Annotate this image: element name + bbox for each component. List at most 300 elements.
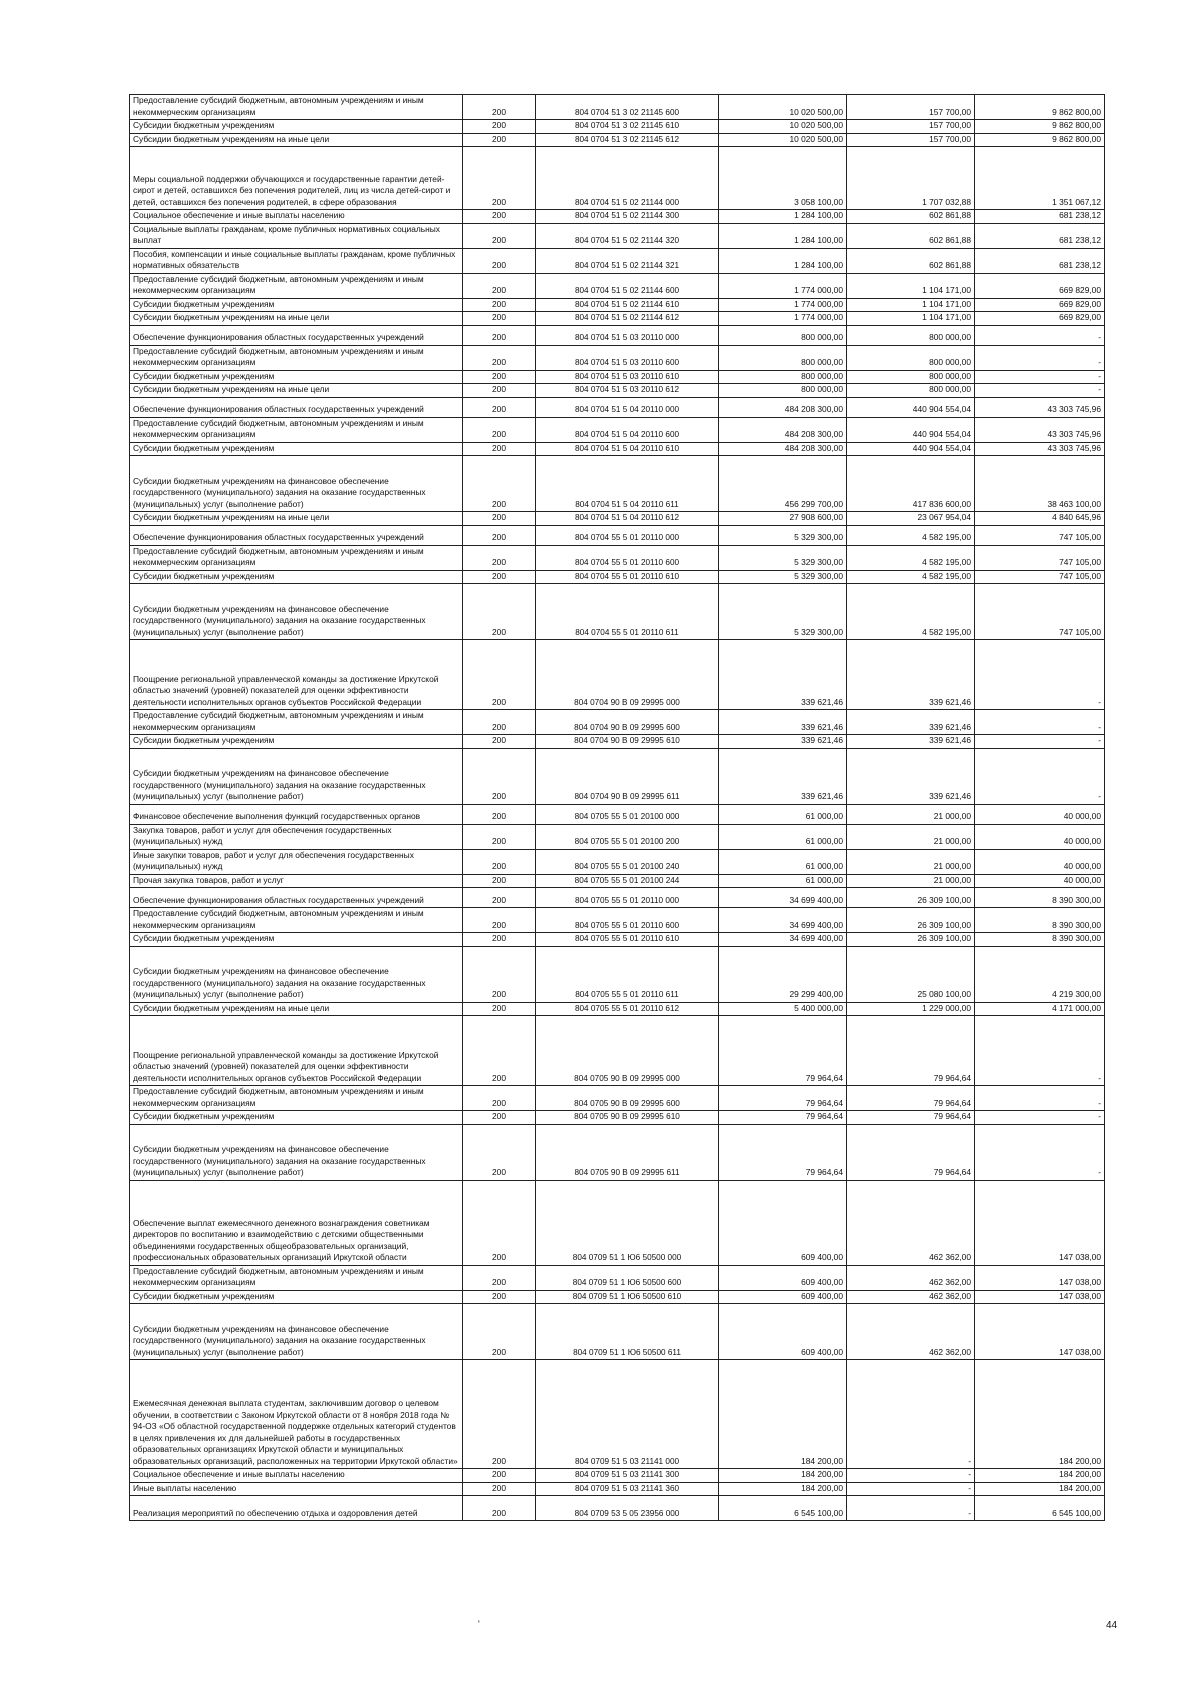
row-code: 200 <box>463 849 536 874</box>
table-row <box>130 345 1105 370</box>
row-csr: 804 0705 55 5 01 20110 610 <box>536 933 719 947</box>
row-plan: 5 329 300,00 <box>719 570 847 584</box>
row-code: 200 <box>463 525 536 545</box>
row-rest: 9 862 800,00 <box>975 133 1105 147</box>
row-fact: 25 080 100,00 <box>847 946 975 1002</box>
row-rest: 4 171 000,00 <box>975 1002 1105 1016</box>
row-fact: 417 836 600,00 <box>847 456 975 512</box>
row-name: Субсидии бюджетным учреждениям <box>130 570 463 584</box>
row-fact: 800 000,00 <box>847 345 975 370</box>
row-rest: 184 200,00 <box>975 1469 1105 1483</box>
row-rest: 147 038,00 <box>975 1290 1105 1304</box>
row-fact: 4 582 195,00 <box>847 570 975 584</box>
table-row <box>130 456 1105 512</box>
row-fact: 1 104 171,00 <box>847 312 975 326</box>
table-row <box>130 570 1105 584</box>
row-fact: 26 309 100,00 <box>847 933 975 947</box>
row-fact: 462 362,00 <box>847 1180 975 1265</box>
row-rest: 184 200,00 <box>975 1360 1105 1469</box>
row-csr: 804 0705 55 5 01 20100 200 <box>536 824 719 849</box>
row-code: 200 <box>463 325 536 345</box>
table-row <box>130 1111 1105 1125</box>
row-csr: 804 0704 51 5 02 21144 300 <box>536 210 719 224</box>
budget-table-body <box>130 95 1105 1521</box>
row-code: 200 <box>463 1002 536 1016</box>
row-code: 200 <box>463 1482 536 1496</box>
row-csr: 804 0704 51 5 02 21144 000 <box>536 147 719 210</box>
row-rest: 681 238,12 <box>975 223 1105 248</box>
row-code: 200 <box>463 442 536 456</box>
row-csr: 804 0704 51 5 02 21144 612 <box>536 312 719 326</box>
row-plan: 609 400,00 <box>719 1304 847 1360</box>
row-fact: 462 362,00 <box>847 1290 975 1304</box>
row-name: Субсидии бюджетным учреждениям <box>130 370 463 384</box>
row-plan: 34 699 400,00 <box>719 908 847 933</box>
row-name: Реализация мероприятий по обеспечению отдыха и оздоровления детей <box>130 1496 463 1521</box>
row-name: Субсидии бюджетным учреждениям на иные цели <box>130 133 463 147</box>
table-row <box>130 1360 1105 1469</box>
row-name: Обеспечение выплат ежемесячного денежного вознаграждения советникам директоров по воспитанию и взаимодействию с детскими общественными объединениями государственных общеобразовательных организаций, профессиональных образовательных организаций Иркутской области <box>130 1180 463 1265</box>
row-csr: 804 0704 51 3 02 21145 600 <box>536 95 719 120</box>
row-name: Предоставление субсидий бюджетным, автономным учреждениям и иным некоммерческим организациям <box>130 273 463 298</box>
row-name: Предоставление субсидий бюджетным, автономным учреждениям и иным некоммерческим организациям <box>130 345 463 370</box>
row-name: Субсидии бюджетным учреждениям на иные цели <box>130 512 463 526</box>
row-name: Предоставление субсидий бюджетным, автономным учреждениям и иным некоммерческим организациям <box>130 710 463 735</box>
row-rest: - <box>975 1086 1105 1111</box>
row-csr: 804 0704 51 5 04 20110 612 <box>536 512 719 526</box>
row-rest: 43 303 745,96 <box>975 417 1105 442</box>
row-plan: 184 200,00 <box>719 1482 847 1496</box>
row-plan: 34 699 400,00 <box>719 933 847 947</box>
table-row <box>130 223 1105 248</box>
row-name: Субсидии бюджетным учреждениям на финансовое обеспечение государственного (муниципального) задания на оказание государственных (муниципальных) услуг (выполнение работ) <box>130 748 463 804</box>
row-rest: 9 862 800,00 <box>975 95 1105 120</box>
row-fact: 440 904 554,04 <box>847 397 975 417</box>
row-plan: 6 545 100,00 <box>719 1496 847 1521</box>
row-plan: 5 329 300,00 <box>719 525 847 545</box>
row-code: 200 <box>463 384 536 398</box>
row-csr: 804 0704 51 5 03 20110 610 <box>536 370 719 384</box>
row-rest: 669 829,00 <box>975 298 1105 312</box>
row-rest: - <box>975 748 1105 804</box>
row-rest: 8 390 300,00 <box>975 888 1105 908</box>
row-rest: 40 000,00 <box>975 804 1105 824</box>
row-fact: 23 067 954,04 <box>847 512 975 526</box>
budget-table <box>129 94 1105 1521</box>
row-name: Предоставление субсидий бюджетным, автономным учреждениям и иным некоммерческим организациям <box>130 908 463 933</box>
row-csr: 804 0704 90 В 09 29995 611 <box>536 748 719 804</box>
row-fact: 1 104 171,00 <box>847 273 975 298</box>
row-plan: 800 000,00 <box>719 325 847 345</box>
row-plan: 79 964,64 <box>719 1016 847 1086</box>
row-rest: 681 238,12 <box>975 210 1105 224</box>
row-code: 200 <box>463 735 536 749</box>
row-rest: - <box>975 345 1105 370</box>
row-fact: 800 000,00 <box>847 384 975 398</box>
row-code: 200 <box>463 824 536 849</box>
row-code: 200 <box>463 223 536 248</box>
row-code: 200 <box>463 545 536 570</box>
row-code: 200 <box>463 298 536 312</box>
row-rest: 40 000,00 <box>975 849 1105 874</box>
row-rest: 747 105,00 <box>975 584 1105 640</box>
row-code: 200 <box>463 874 536 888</box>
row-rest: - <box>975 735 1105 749</box>
row-code: 200 <box>463 397 536 417</box>
row-code: 200 <box>463 147 536 210</box>
row-code: 200 <box>463 1180 536 1265</box>
table-row <box>130 545 1105 570</box>
row-csr: 804 0705 55 5 01 20100 244 <box>536 874 719 888</box>
table-row <box>130 1304 1105 1360</box>
row-csr: 804 0704 55 5 01 20110 600 <box>536 545 719 570</box>
row-name: Иные закупки товаров, работ и услуг для обеспечения государственных (муниципальных) нужд <box>130 849 463 874</box>
row-rest: 4 219 300,00 <box>975 946 1105 1002</box>
row-csr: 804 0709 51 5 03 21141 360 <box>536 1482 719 1496</box>
row-name: Предоставление субсидий бюджетным, автономным учреждениям и иным некоммерческим организациям <box>130 1086 463 1111</box>
table-row <box>130 710 1105 735</box>
row-plan: 79 964,64 <box>719 1124 847 1180</box>
table-row <box>130 1469 1105 1483</box>
row-name: Финансовое обеспечение выполнения функций государственных органов <box>130 804 463 824</box>
row-rest: 4 840 645,96 <box>975 512 1105 526</box>
row-fact: 462 362,00 <box>847 1304 975 1360</box>
row-plan: 609 400,00 <box>719 1290 847 1304</box>
row-name: Прочая закупка товаров, работ и услуг <box>130 874 463 888</box>
row-rest: 669 829,00 <box>975 312 1105 326</box>
row-rest: 147 038,00 <box>975 1180 1105 1265</box>
row-csr: 804 0709 51 1 Ю6 50500 000 <box>536 1180 719 1265</box>
row-code: 200 <box>463 933 536 947</box>
row-plan: 79 964,64 <box>719 1086 847 1111</box>
table-row <box>130 1290 1105 1304</box>
row-plan: 5 329 300,00 <box>719 545 847 570</box>
row-plan: 79 964,64 <box>719 1111 847 1125</box>
row-csr: 804 0704 90 В 09 29995 000 <box>536 640 719 710</box>
row-csr: 804 0704 51 3 02 21145 610 <box>536 120 719 134</box>
row-csr: 804 0709 51 1 Ю6 50500 610 <box>536 1290 719 1304</box>
row-name: Предоставление субсидий бюджетным, автономным учреждениям и иным некоммерческим организациям <box>130 1265 463 1290</box>
row-rest: 184 200,00 <box>975 1482 1105 1496</box>
row-rest: 40 000,00 <box>975 874 1105 888</box>
row-name: Субсидии бюджетным учреждениям на финансовое обеспечение государственного (муниципального) задания на оказание государственных (муниципальных) услуг (выполнение работ) <box>130 1304 463 1360</box>
row-name: Закупка товаров, работ и услуг для обеспечения государственных (муниципальных) нужд <box>130 824 463 849</box>
row-fact: 800 000,00 <box>847 325 975 345</box>
table-row <box>130 584 1105 640</box>
table-row <box>130 640 1105 710</box>
row-code: 200 <box>463 710 536 735</box>
row-plan: 1 284 100,00 <box>719 210 847 224</box>
row-fact: 79 964,64 <box>847 1016 975 1086</box>
row-rest: 681 238,12 <box>975 248 1105 273</box>
table-row <box>130 1002 1105 1016</box>
row-name: Обеспечение функционирования областных государственных учреждений <box>130 888 463 908</box>
row-fact: 4 582 195,00 <box>847 584 975 640</box>
row-plan: 339 621,46 <box>719 710 847 735</box>
table-row <box>130 248 1105 273</box>
table-row <box>130 370 1105 384</box>
row-plan: 29 299 400,00 <box>719 946 847 1002</box>
stray-mark: ' <box>478 1619 480 1629</box>
row-code: 200 <box>463 248 536 273</box>
row-code: 200 <box>463 95 536 120</box>
row-name: Субсидии бюджетным учреждениям на иные цели <box>130 1002 463 1016</box>
row-csr: 804 0705 90 В 09 29995 611 <box>536 1124 719 1180</box>
row-csr: 804 0709 53 5 05 23956 000 <box>536 1496 719 1521</box>
row-fact: - <box>847 1469 975 1483</box>
row-fact: 157 700,00 <box>847 95 975 120</box>
row-fact: 21 000,00 <box>847 849 975 874</box>
row-code: 200 <box>463 133 536 147</box>
row-plan: 339 621,46 <box>719 748 847 804</box>
row-rest: - <box>975 370 1105 384</box>
row-rest: 669 829,00 <box>975 273 1105 298</box>
row-plan: 609 400,00 <box>719 1265 847 1290</box>
row-csr: 804 0704 90 В 09 29995 600 <box>536 710 719 735</box>
row-rest: 147 038,00 <box>975 1265 1105 1290</box>
row-rest: 43 303 745,96 <box>975 397 1105 417</box>
row-name: Предоставление субсидий бюджетным, автономным учреждениям и иным некоммерческим организациям <box>130 95 463 120</box>
row-code: 200 <box>463 1304 536 1360</box>
table-row <box>130 874 1105 888</box>
row-code: 200 <box>463 345 536 370</box>
table-row <box>130 442 1105 456</box>
row-rest: 747 105,00 <box>975 525 1105 545</box>
row-code: 200 <box>463 640 536 710</box>
row-rest: 8 390 300,00 <box>975 908 1105 933</box>
row-fact: 440 904 554,04 <box>847 442 975 456</box>
row-csr: 804 0709 51 1 Ю6 50500 600 <box>536 1265 719 1290</box>
row-rest: 43 303 745,96 <box>975 442 1105 456</box>
row-rest: - <box>975 710 1105 735</box>
row-name: Субсидии бюджетным учреждениям <box>130 735 463 749</box>
row-code: 200 <box>463 1265 536 1290</box>
row-fact: 440 904 554,04 <box>847 417 975 442</box>
row-code: 200 <box>463 1360 536 1469</box>
table-row <box>130 933 1105 947</box>
row-name: Субсидии бюджетным учреждениям <box>130 442 463 456</box>
row-code: 200 <box>463 804 536 824</box>
row-code: 200 <box>463 417 536 442</box>
row-fact: 21 000,00 <box>847 874 975 888</box>
row-csr: 804 0705 90 В 09 29995 600 <box>536 1086 719 1111</box>
row-plan: 1 284 100,00 <box>719 223 847 248</box>
row-fact: 26 309 100,00 <box>847 908 975 933</box>
row-name: Обеспечение функционирования областных государственных учреждений <box>130 325 463 345</box>
row-csr: 804 0705 55 5 01 20110 611 <box>536 946 719 1002</box>
row-plan: 61 000,00 <box>719 874 847 888</box>
page-number: 44 <box>1106 1620 1118 1631</box>
row-csr: 804 0705 55 5 01 20110 612 <box>536 1002 719 1016</box>
table-row <box>130 298 1105 312</box>
table-row <box>130 908 1105 933</box>
row-fact: 79 964,64 <box>847 1111 975 1125</box>
table-row <box>130 946 1105 1002</box>
row-csr: 804 0709 51 5 03 21141 000 <box>536 1360 719 1469</box>
table-row <box>130 1496 1105 1521</box>
row-fact: 21 000,00 <box>847 804 975 824</box>
row-name: Субсидии бюджетным учреждениям <box>130 298 463 312</box>
table-row <box>130 888 1105 908</box>
row-code: 200 <box>463 210 536 224</box>
row-fact: 339 621,46 <box>847 640 975 710</box>
row-fact: 157 700,00 <box>847 133 975 147</box>
row-plan: 800 000,00 <box>719 370 847 384</box>
row-csr: 804 0705 90 В 09 29995 610 <box>536 1111 719 1125</box>
table-row <box>130 748 1105 804</box>
row-rest: - <box>975 640 1105 710</box>
row-name: Субсидии бюджетным учреждениям <box>130 933 463 947</box>
row-name: Субсидии бюджетным учреждениям на финансовое обеспечение государственного (муниципального) задания на оказание государственных (муниципальных) услуг (выполнение работ) <box>130 1124 463 1180</box>
row-plan: 3 058 100,00 <box>719 147 847 210</box>
row-name: Субсидии бюджетным учреждениям на иные цели <box>130 312 463 326</box>
row-csr: 804 0709 51 1 Ю6 50500 611 <box>536 1304 719 1360</box>
table-row <box>130 849 1105 874</box>
row-plan: 1 284 100,00 <box>719 248 847 273</box>
row-csr: 804 0704 90 В 09 29995 610 <box>536 735 719 749</box>
row-plan: 800 000,00 <box>719 345 847 370</box>
row-fact: 157 700,00 <box>847 120 975 134</box>
row-code: 200 <box>463 273 536 298</box>
row-rest: 40 000,00 <box>975 824 1105 849</box>
row-plan: 34 699 400,00 <box>719 888 847 908</box>
row-plan: 339 621,46 <box>719 735 847 749</box>
row-fact: 800 000,00 <box>847 370 975 384</box>
row-name: Предоставление субсидий бюджетным, автономным учреждениям и иным некоммерческим организациям <box>130 417 463 442</box>
row-csr: 804 0705 90 В 09 29995 000 <box>536 1016 719 1086</box>
row-fact: 26 309 100,00 <box>847 888 975 908</box>
table-row <box>130 1265 1105 1290</box>
row-csr: 804 0705 55 5 01 20110 000 <box>536 888 719 908</box>
row-code: 200 <box>463 512 536 526</box>
row-code: 200 <box>463 1086 536 1111</box>
row-name: Субсидии бюджетным учреждениям <box>130 1290 463 1304</box>
row-fact: 602 861,88 <box>847 248 975 273</box>
row-name: Пособия, компенсации и иные социальные выплаты гражданам, кроме публичных нормативных обязательств <box>130 248 463 273</box>
row-plan: 484 208 300,00 <box>719 442 847 456</box>
budget-sheet <box>129 94 1104 1521</box>
row-fact: 339 621,46 <box>847 710 975 735</box>
table-row <box>130 1124 1105 1180</box>
row-code: 200 <box>463 584 536 640</box>
row-plan: 27 908 600,00 <box>719 512 847 526</box>
row-fact: 1 229 000,00 <box>847 1002 975 1016</box>
row-fact: 339 621,46 <box>847 748 975 804</box>
row-name: Субсидии бюджетным учреждениям <box>130 1111 463 1125</box>
row-plan: 10 020 500,00 <box>719 120 847 134</box>
row-csr: 804 0705 55 5 01 20100 240 <box>536 849 719 874</box>
row-name: Социальное обеспечение и иные выплаты населению <box>130 1469 463 1483</box>
row-code: 200 <box>463 908 536 933</box>
row-plan: 61 000,00 <box>719 849 847 874</box>
row-rest: 38 463 100,00 <box>975 456 1105 512</box>
row-plan: 184 200,00 <box>719 1469 847 1483</box>
row-fact: 602 861,88 <box>847 210 975 224</box>
row-plan: 5 400 000,00 <box>719 1002 847 1016</box>
row-name: Социальные выплаты гражданам, кроме публичных нормативных социальных выплат <box>130 223 463 248</box>
row-rest: 6 545 100,00 <box>975 1496 1105 1521</box>
row-plan: 5 329 300,00 <box>719 584 847 640</box>
row-rest: 8 390 300,00 <box>975 933 1105 947</box>
table-row <box>130 525 1105 545</box>
row-name: Поощрение региональной управленческой команды за достижение Иркутской областью значений (уровней) показателей для оценки эффективности деятельности исполнительных органов субъектов Российской Федерации <box>130 1016 463 1086</box>
row-fact: 4 582 195,00 <box>847 545 975 570</box>
row-plan: 184 200,00 <box>719 1360 847 1469</box>
row-plan: 484 208 300,00 <box>719 397 847 417</box>
row-name: Поощрение региональной управленческой команды за достижение Иркутской областью значений (уровней) показателей для оценки эффективности деятельности исполнительных органов субъектов Российской Федерации <box>130 640 463 710</box>
table-row <box>130 95 1105 120</box>
row-csr: 804 0704 51 5 04 20110 610 <box>536 442 719 456</box>
table-row <box>130 133 1105 147</box>
row-csr: 804 0705 55 5 01 20100 000 <box>536 804 719 824</box>
row-code: 200 <box>463 1016 536 1086</box>
row-fact: 1 707 032,88 <box>847 147 975 210</box>
row-code: 200 <box>463 370 536 384</box>
row-name: Обеспечение функционирования областных государственных учреждений <box>130 397 463 417</box>
row-fact: - <box>847 1496 975 1521</box>
row-name: Субсидии бюджетным учреждениям на финансовое обеспечение государственного (муниципального) задания на оказание государственных (муниципальных) услуг (выполнение работ) <box>130 946 463 1002</box>
table-row <box>130 312 1105 326</box>
row-name: Меры социальной поддержки обучающихся и государственные гарантии детей-сирот и детей, оставшихся без попечения родителей, лиц из числа детей-сирот и детей, оставшихся без попечения родителей, в сфере образования <box>130 147 463 210</box>
row-plan: 61 000,00 <box>719 824 847 849</box>
row-code: 200 <box>463 888 536 908</box>
row-name: Субсидии бюджетным учреждениям на иные цели <box>130 384 463 398</box>
row-rest: - <box>975 325 1105 345</box>
row-csr: 804 0709 51 5 03 21141 300 <box>536 1469 719 1483</box>
row-rest: - <box>975 384 1105 398</box>
row-plan: 1 774 000,00 <box>719 273 847 298</box>
row-fact: 462 362,00 <box>847 1265 975 1290</box>
row-plan: 456 299 700,00 <box>719 456 847 512</box>
row-name: Иные выплаты населению <box>130 1482 463 1496</box>
row-csr: 804 0704 55 5 01 20110 611 <box>536 584 719 640</box>
row-csr: 804 0704 51 5 02 21144 610 <box>536 298 719 312</box>
row-fact: 1 104 171,00 <box>847 298 975 312</box>
table-row <box>130 735 1105 749</box>
row-plan: 1 774 000,00 <box>719 298 847 312</box>
row-name: Субсидии бюджетным учреждениям на финансовое обеспечение государственного (муниципального) задания на оказание государственных (муниципальных) услуг (выполнение работ) <box>130 456 463 512</box>
row-code: 200 <box>463 1290 536 1304</box>
row-name: Субсидии бюджетным учреждениям на финансовое обеспечение государственного (муниципального) задания на оказание государственных (муниципальных) услуг (выполнение работ) <box>130 584 463 640</box>
row-csr: 804 0705 55 5 01 20110 600 <box>536 908 719 933</box>
row-code: 200 <box>463 1111 536 1125</box>
row-code: 200 <box>463 570 536 584</box>
row-fact: 4 582 195,00 <box>847 525 975 545</box>
row-fact: 79 964,64 <box>847 1086 975 1111</box>
row-code: 200 <box>463 946 536 1002</box>
row-code: 200 <box>463 120 536 134</box>
row-csr: 804 0704 51 5 04 20110 000 <box>536 397 719 417</box>
row-plan: 10 020 500,00 <box>719 95 847 120</box>
table-row <box>130 147 1105 210</box>
row-fact: 21 000,00 <box>847 824 975 849</box>
row-plan: 609 400,00 <box>719 1180 847 1265</box>
table-row <box>130 384 1105 398</box>
row-rest: 1 351 067,12 <box>975 147 1105 210</box>
row-name: Предоставление субсидий бюджетным, автономным учреждениям и иным некоммерческим организациям <box>130 545 463 570</box>
row-csr: 804 0704 51 5 03 20110 000 <box>536 325 719 345</box>
row-csr: 804 0704 51 3 02 21145 612 <box>536 133 719 147</box>
row-csr: 804 0704 51 5 02 21144 320 <box>536 223 719 248</box>
row-csr: 804 0704 55 5 01 20110 610 <box>536 570 719 584</box>
row-name: Субсидии бюджетным учреждениям <box>130 120 463 134</box>
table-row <box>130 1086 1105 1111</box>
row-rest: 147 038,00 <box>975 1304 1105 1360</box>
table-row <box>130 804 1105 824</box>
row-rest: 747 105,00 <box>975 570 1105 584</box>
row-code: 200 <box>463 1496 536 1521</box>
row-rest: 747 105,00 <box>975 545 1105 570</box>
